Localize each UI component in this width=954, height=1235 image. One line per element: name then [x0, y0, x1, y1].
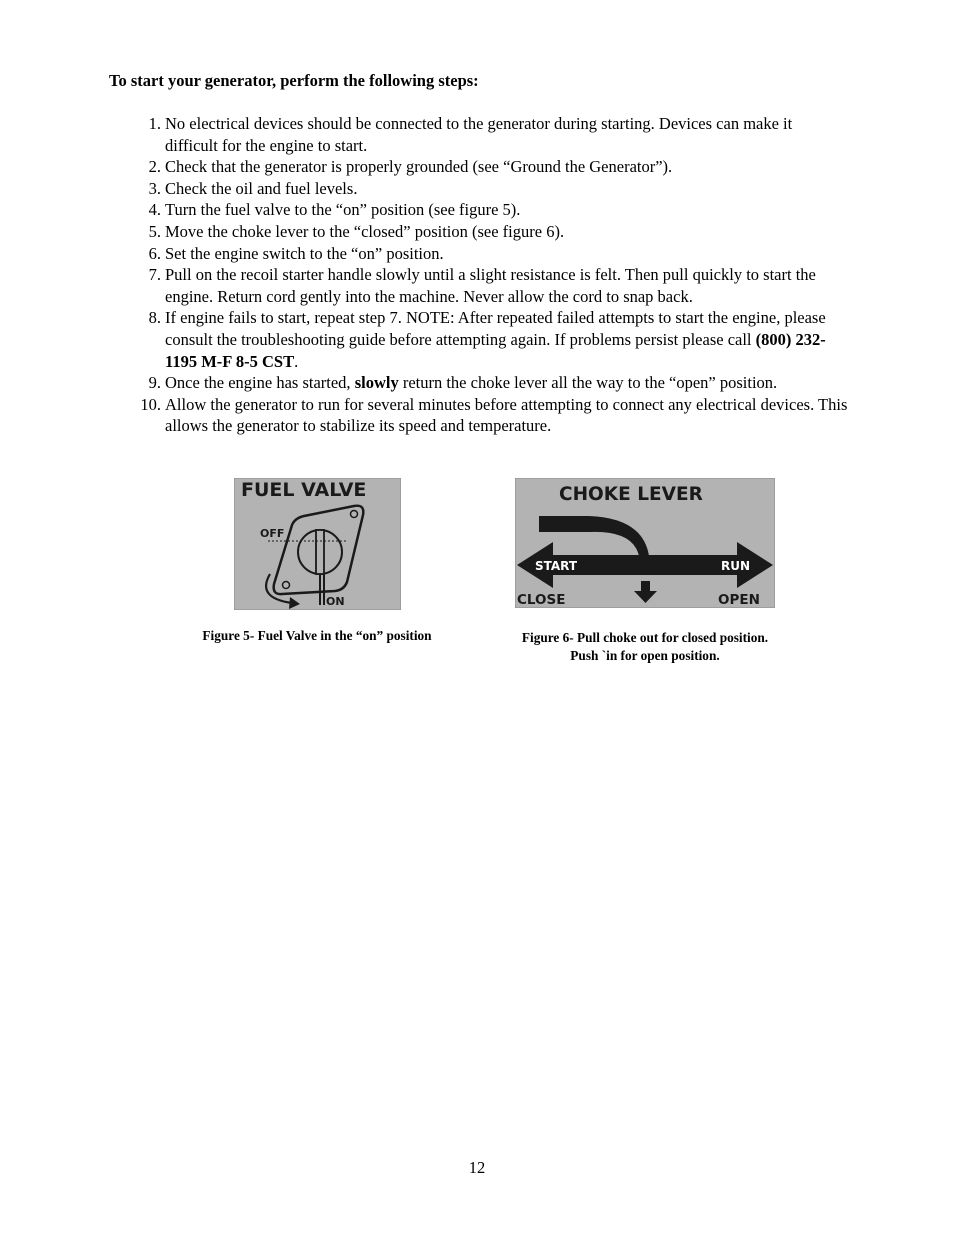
step-10 — [133, 394, 849, 437]
step-6 — [133, 243, 849, 265]
step-number: 5. — [148, 221, 161, 241]
instructions-heading: To start your generator, perform the following steps: — [109, 71, 479, 90]
choke-lever-figure — [515, 478, 775, 608]
step-text: Check the oil and fuel levels. — [165, 178, 358, 198]
fuel-valve-title: FUEL VALVE — [241, 479, 367, 501]
step-8 — [133, 307, 849, 372]
choke-lever-title: CHOKE LEVER — [559, 484, 703, 505]
step-number: 3. — [148, 178, 161, 198]
run-label: RUN — [721, 559, 751, 573]
starting-steps-list — [133, 113, 849, 437]
step-2 — [133, 156, 849, 178]
step-number: 9. — [148, 373, 161, 393]
step-number: 8. — [148, 308, 161, 328]
step-text: If engine fails to start, repeat step 7. NOTE: After repeated failed attempts to start the engine, please consult the troubleshooting guide before attempting again. If problems persist please call — [165, 308, 826, 349]
down-arrow-shaft — [641, 581, 650, 592]
figure-6-caption-line-1: Figure 6- Pull choke out for closed position. — [521, 630, 769, 645]
step-7 — [133, 264, 849, 307]
step-5 — [133, 221, 849, 243]
fuel-valve-figure — [234, 478, 401, 610]
fuel-valve-diagram — [234, 478, 401, 610]
step-4 — [133, 199, 849, 221]
step-text: Set the engine switch to the “on” position. — [165, 243, 444, 263]
figure-5-caption: Figure 5- Fuel Valve in the “on” position — [202, 628, 432, 643]
step-number: 10. — [140, 394, 161, 414]
step-number: 7. — [148, 265, 161, 285]
close-label: CLOSE — [517, 592, 566, 608]
step-text: Move the choke lever to the “closed” position (see figure 6). — [165, 221, 565, 241]
step-text: Check that the generator is properly grounded (see “Ground the Generator”). — [165, 157, 673, 177]
page-number: 12 — [468, 1158, 486, 1177]
step-text: Once the engine has started, — [165, 373, 355, 393]
step-number: 1. — [148, 114, 161, 133]
step-number: 6. — [148, 243, 161, 263]
off-label: OFF — [260, 527, 285, 540]
choke-lever-diagram — [515, 478, 775, 608]
on-label: ON — [326, 595, 345, 608]
step-number: 4. — [148, 200, 161, 220]
valve-handle-icon — [316, 530, 324, 574]
step-text-end: return the choke lever all the way to the “open” position. — [398, 373, 778, 393]
step-3 — [133, 178, 849, 200]
step-number: 2. — [148, 157, 161, 177]
support-phone: (800) 232-1195 M-F 8-5 CST — [165, 329, 826, 371]
start-label: START — [535, 559, 578, 573]
step-9 — [133, 372, 849, 394]
open-label: OPEN — [718, 592, 760, 608]
step-text: Turn the fuel valve to the “on” position (see figure 5). — [165, 200, 521, 220]
step-text: No electrical devices should be connected to the generator during starting. Devices can make it difficult for the engine to start. — [165, 114, 793, 155]
step-1 — [133, 113, 849, 156]
step-text: Allow the generator to run for several minutes before attempting to connect any electrical devices. This allows the generator to stabilize its speed and temperature. — [165, 394, 848, 436]
step-text: Pull on the recoil starter handle slowly until a slight resistance is felt. Then pull quickly to start the engine. Return cord gently into the machine. Never allow the cord to snap back. — [165, 265, 816, 306]
figure-6-caption — [480, 629, 810, 665]
emphasis-slowly: slowly — [354, 373, 399, 393]
step-text-end: . — [294, 351, 299, 371]
figure-6-caption-line-2: Push `in for open position. — [570, 648, 720, 663]
